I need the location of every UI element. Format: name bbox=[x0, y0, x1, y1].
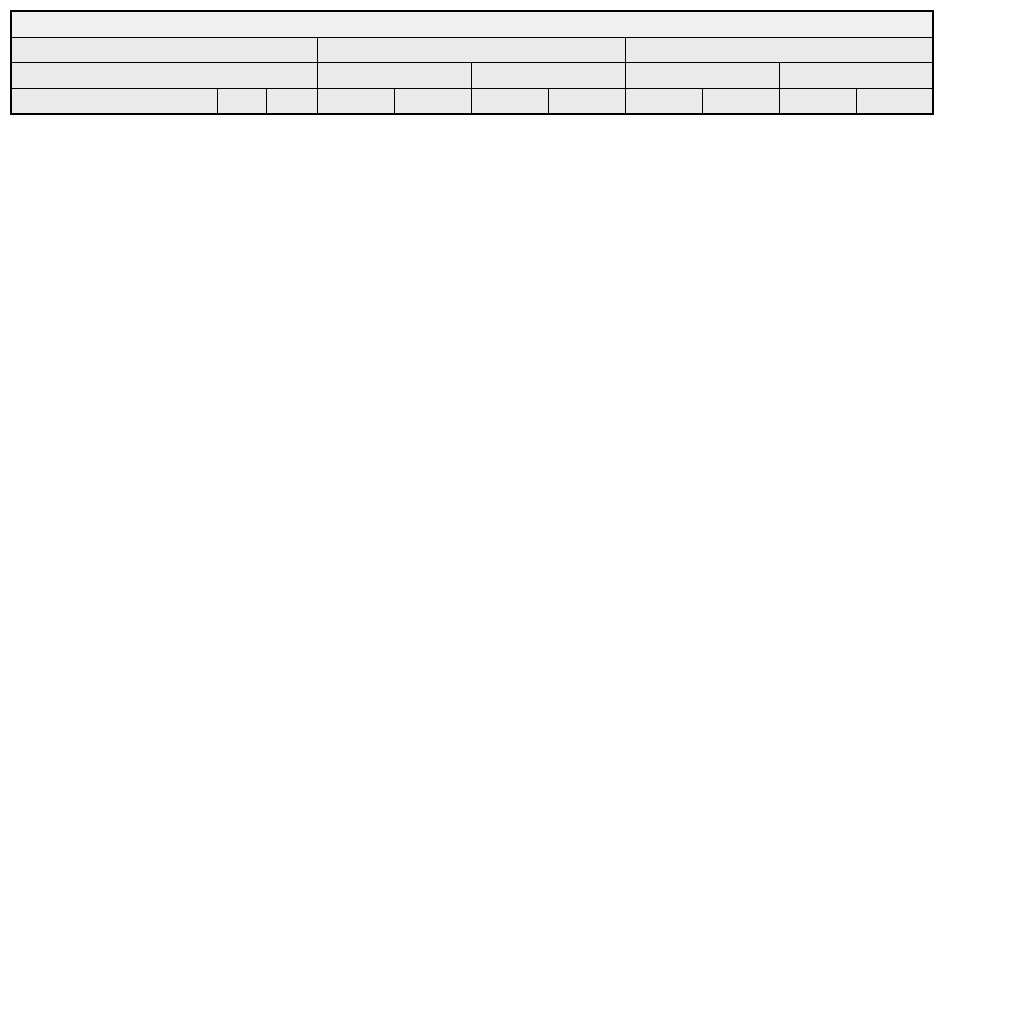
std-radar-low-mode bbox=[625, 63, 779, 89]
avg-radar-high-mode bbox=[471, 63, 625, 89]
col-oblique-2 bbox=[856, 88, 933, 114]
col-oblique-1 bbox=[317, 88, 394, 114]
col-id bbox=[217, 88, 266, 114]
colorbar bbox=[951, 31, 964, 398]
col-oblique-1 bbox=[779, 88, 856, 114]
col-freq bbox=[266, 88, 317, 114]
group-header-row bbox=[11, 37, 933, 63]
col-oblique-2 bbox=[394, 88, 471, 114]
col-oblique-1 bbox=[625, 88, 702, 114]
table-title bbox=[11, 11, 933, 37]
col-city-state bbox=[11, 88, 217, 114]
group-standard-deviation bbox=[625, 37, 933, 63]
column-header-row bbox=[11, 88, 933, 114]
stats-table bbox=[10, 10, 934, 115]
radar-site-information bbox=[11, 63, 317, 89]
col-oblique-1 bbox=[471, 88, 548, 114]
date-range bbox=[11, 37, 317, 63]
std-radar-high-mode bbox=[779, 63, 933, 89]
col-oblique-2 bbox=[702, 88, 779, 114]
title-row bbox=[11, 11, 933, 37]
avg-radar-low-mode bbox=[317, 63, 471, 89]
col-oblique-2 bbox=[548, 88, 625, 114]
mode-header-row bbox=[11, 63, 933, 89]
group-average bbox=[317, 37, 625, 63]
